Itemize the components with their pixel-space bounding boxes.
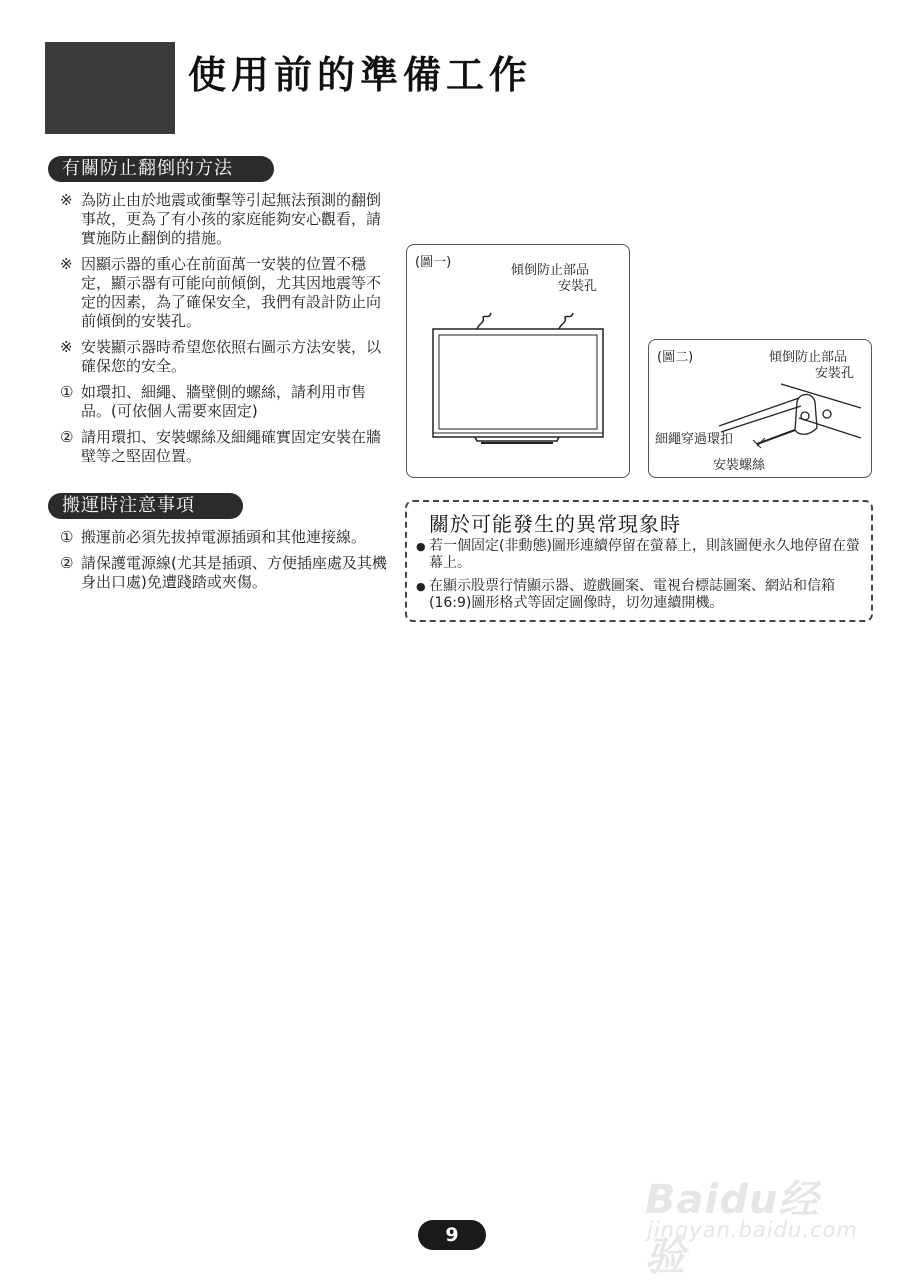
list-item — [60, 428, 395, 466]
list-item — [60, 255, 395, 331]
notice-list — [415, 538, 861, 618]
wall-bracket-illustration — [649, 340, 871, 477]
list-item — [60, 554, 395, 592]
watermark-brand: Baidu经验 — [645, 1177, 820, 1280]
list-item-text: 若一個固定(非動態)圖形連續停留在螢幕上，則該圖便永久地停留在螢幕上。 — [429, 538, 860, 571]
list-item — [415, 538, 861, 572]
list-item — [60, 528, 395, 547]
figure-label: (圖一) — [415, 255, 452, 270]
figure-caption: 傾倒防止部品 — [769, 350, 848, 365]
reference-mark: ※ — [60, 255, 73, 273]
page-number: 9 — [418, 1220, 486, 1250]
bullet-icon: ● — [416, 580, 426, 593]
figure-caption: 安裝孔 — [558, 279, 598, 294]
list-item-text: 安裝顯示器時希望您依照右圖示方法安裝，以確保您的安全。 — [81, 338, 382, 375]
list-item — [60, 191, 395, 248]
figure-1-tv-mounting — [406, 244, 630, 478]
list-item — [60, 383, 395, 421]
bullet-icon: ● — [416, 540, 426, 553]
figure-caption: 傾倒防止部品 — [511, 263, 590, 278]
title-decoration-block — [45, 42, 175, 134]
page-title: 使用前的準備工作 — [188, 53, 533, 97]
list-item-text: 搬運前必須先拔掉電源插頭和其他連接線。 — [81, 528, 367, 546]
list-item-text: 在顯示股票行情顯示器、遊戲圖案、電視台標誌圖案、網站和信箱(16:9)圖形格式等固定圖像時，切勿連續開機。 — [429, 578, 835, 611]
list-item-text: 請保護電源線(尤其是插頭、方便插座處及其機身出口處)免遭踐踏或夾傷。 — [81, 554, 387, 591]
list-item — [415, 578, 861, 612]
reference-mark: ※ — [60, 338, 73, 356]
tv-front-illustration — [407, 245, 629, 477]
list-item-text: 請用環扣、安裝螺絲及細繩確實固定安裝在牆壁等之堅固位置。 — [81, 428, 382, 465]
circled-number-2: ② — [60, 554, 74, 572]
list-item-text: 如環扣、細繩、牆壁側的螺絲，請利用市售品。(可依個人需要來固定) — [81, 383, 367, 420]
circled-number-1: ① — [60, 383, 74, 401]
list-item — [60, 338, 395, 376]
watermark-logo — [645, 1150, 858, 1280]
circled-number-1: ① — [60, 528, 74, 546]
figure-2-wall-fixing — [648, 339, 872, 478]
watermark-url: jingyan.baidu.com — [647, 1218, 858, 1242]
section-heading-transport-notes: 搬運時注意事項 — [48, 493, 243, 519]
notice-box — [405, 500, 873, 622]
figure-caption: 安裝孔 — [815, 366, 855, 381]
screw-label: 安裝螺絲 — [713, 458, 766, 473]
tip-prevention-list — [60, 191, 395, 473]
section-heading-tip-prevention: 有關防止翻倒的方法 — [48, 156, 274, 182]
notice-title: 關於可能發生的異常現象時 — [429, 512, 681, 536]
list-item-text: 為防止由於地震或衝擊等引起無法預測的翻倒事故，更為了有小孩的家庭能夠安心觀看，請實施防止翻倒的措施。 — [81, 191, 382, 247]
rope-label: 細繩穿過環扣 — [655, 432, 734, 447]
transport-notes-list — [60, 528, 395, 599]
circled-number-2: ② — [60, 428, 74, 446]
list-item-text: 因顯示器的重心在前面萬一安裝的位置不穩定，顯示器有可能向前傾倒，尤其因地震等不定的因素，為了確保安全，我們有設計防止向前傾倒的安裝孔。 — [81, 255, 382, 330]
reference-mark: ※ — [60, 191, 73, 209]
figure-label: (圖二) — [657, 350, 694, 365]
